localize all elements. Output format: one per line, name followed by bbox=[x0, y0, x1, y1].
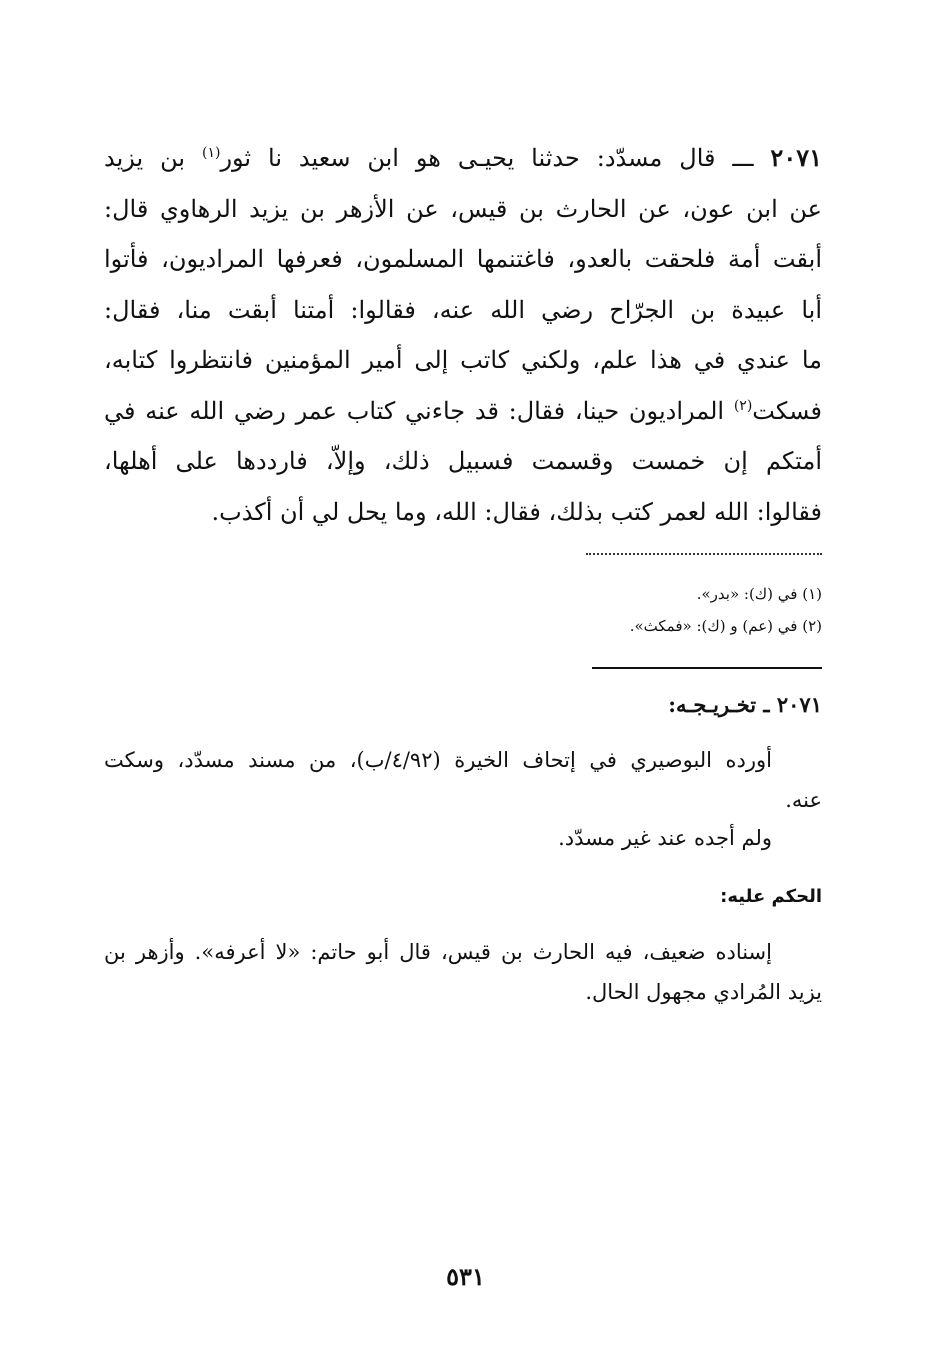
takhrij-heading: ٢٠٧١ ـ تخـريـجـه: bbox=[668, 692, 822, 717]
hadith-line-5: ما عندي في هذا علم، ولكني كاتب إلى أمير المؤمنين فانتظروا كتابه، bbox=[104, 346, 822, 374]
hadith-line-2: عن ابن عون، عن الحارث بن قيس، عن الأزهر بن يزيد الرهاوي قال: bbox=[104, 194, 822, 223]
hadith-line-3: أبقت أمة فلحقت بالعدو، فاغتنمها المسلمون، فعرفها المراديون، فأتوا bbox=[104, 245, 822, 273]
footnote-1: (١) في (ك): «بدر». bbox=[696, 585, 822, 603]
ruling-line-2: يزيد المُرادي مجهول الحال. bbox=[585, 980, 822, 1004]
hadith-line-1: ٢٠٧١ ـــ قال مسدّد: حدثنا يحيـى هو ابن سعيد نا ثور$^{(١)}$ بن يزيد bbox=[104, 143, 822, 172]
hadith-line-6: فسكت$^{(٢)}$ المراديون حينا، فقال: قد جاءني كتاب عمر رضي الله عنه في bbox=[104, 396, 822, 425]
page-number: ٥٣١ bbox=[446, 1262, 485, 1291]
takhrij-text bbox=[104, 740, 822, 820]
hadith-number: ٢٠٧١ bbox=[770, 143, 822, 172]
takhrij-line-1: أورده البوصيري في إتحاف الخيرة (٤/٩٢/ب)، من مسند مسدّد، وسكت bbox=[104, 748, 773, 772]
hadith-line-8: فقالوا: الله لعمر كتب بذلك، فقال: الله، وما يحل لي أن أكذب. bbox=[211, 497, 822, 526]
hadith-line-4: أبا عبيدة بن الجرّاح رضي الله عنه، فقالوا: أمتنا أبقت منا، فقال: bbox=[104, 295, 822, 324]
footnote-2: (٢) في (عم) و (ك): «فمكث». bbox=[629, 617, 822, 635]
takhrij-line-2: عنه. bbox=[785, 788, 822, 812]
footnotes bbox=[400, 578, 822, 642]
ruling-heading: الحكم عليه: bbox=[720, 886, 822, 907]
section-separator-line bbox=[592, 667, 822, 669]
footnote-divider-dots bbox=[586, 547, 822, 555]
hadith-text bbox=[104, 133, 822, 537]
footnote-ref-1: (١) bbox=[201, 145, 221, 161]
ruling-line-1: إسناده ضعيف، فيه الحارث بن قيس، قال أبو حاتم: «لا أعرفه». وأزهر بن bbox=[104, 940, 772, 964]
hadith-line-7: أمتكم إن خمست وقسمت فسبيل ذلك، وإلاّ، فارددها على أهلها، bbox=[104, 447, 822, 475]
footnote-ref-2: (٢) bbox=[733, 397, 753, 414]
ruling-text bbox=[104, 932, 822, 1012]
takhrij-note: ولم أجده عند غير مسدّد. bbox=[558, 826, 772, 850]
